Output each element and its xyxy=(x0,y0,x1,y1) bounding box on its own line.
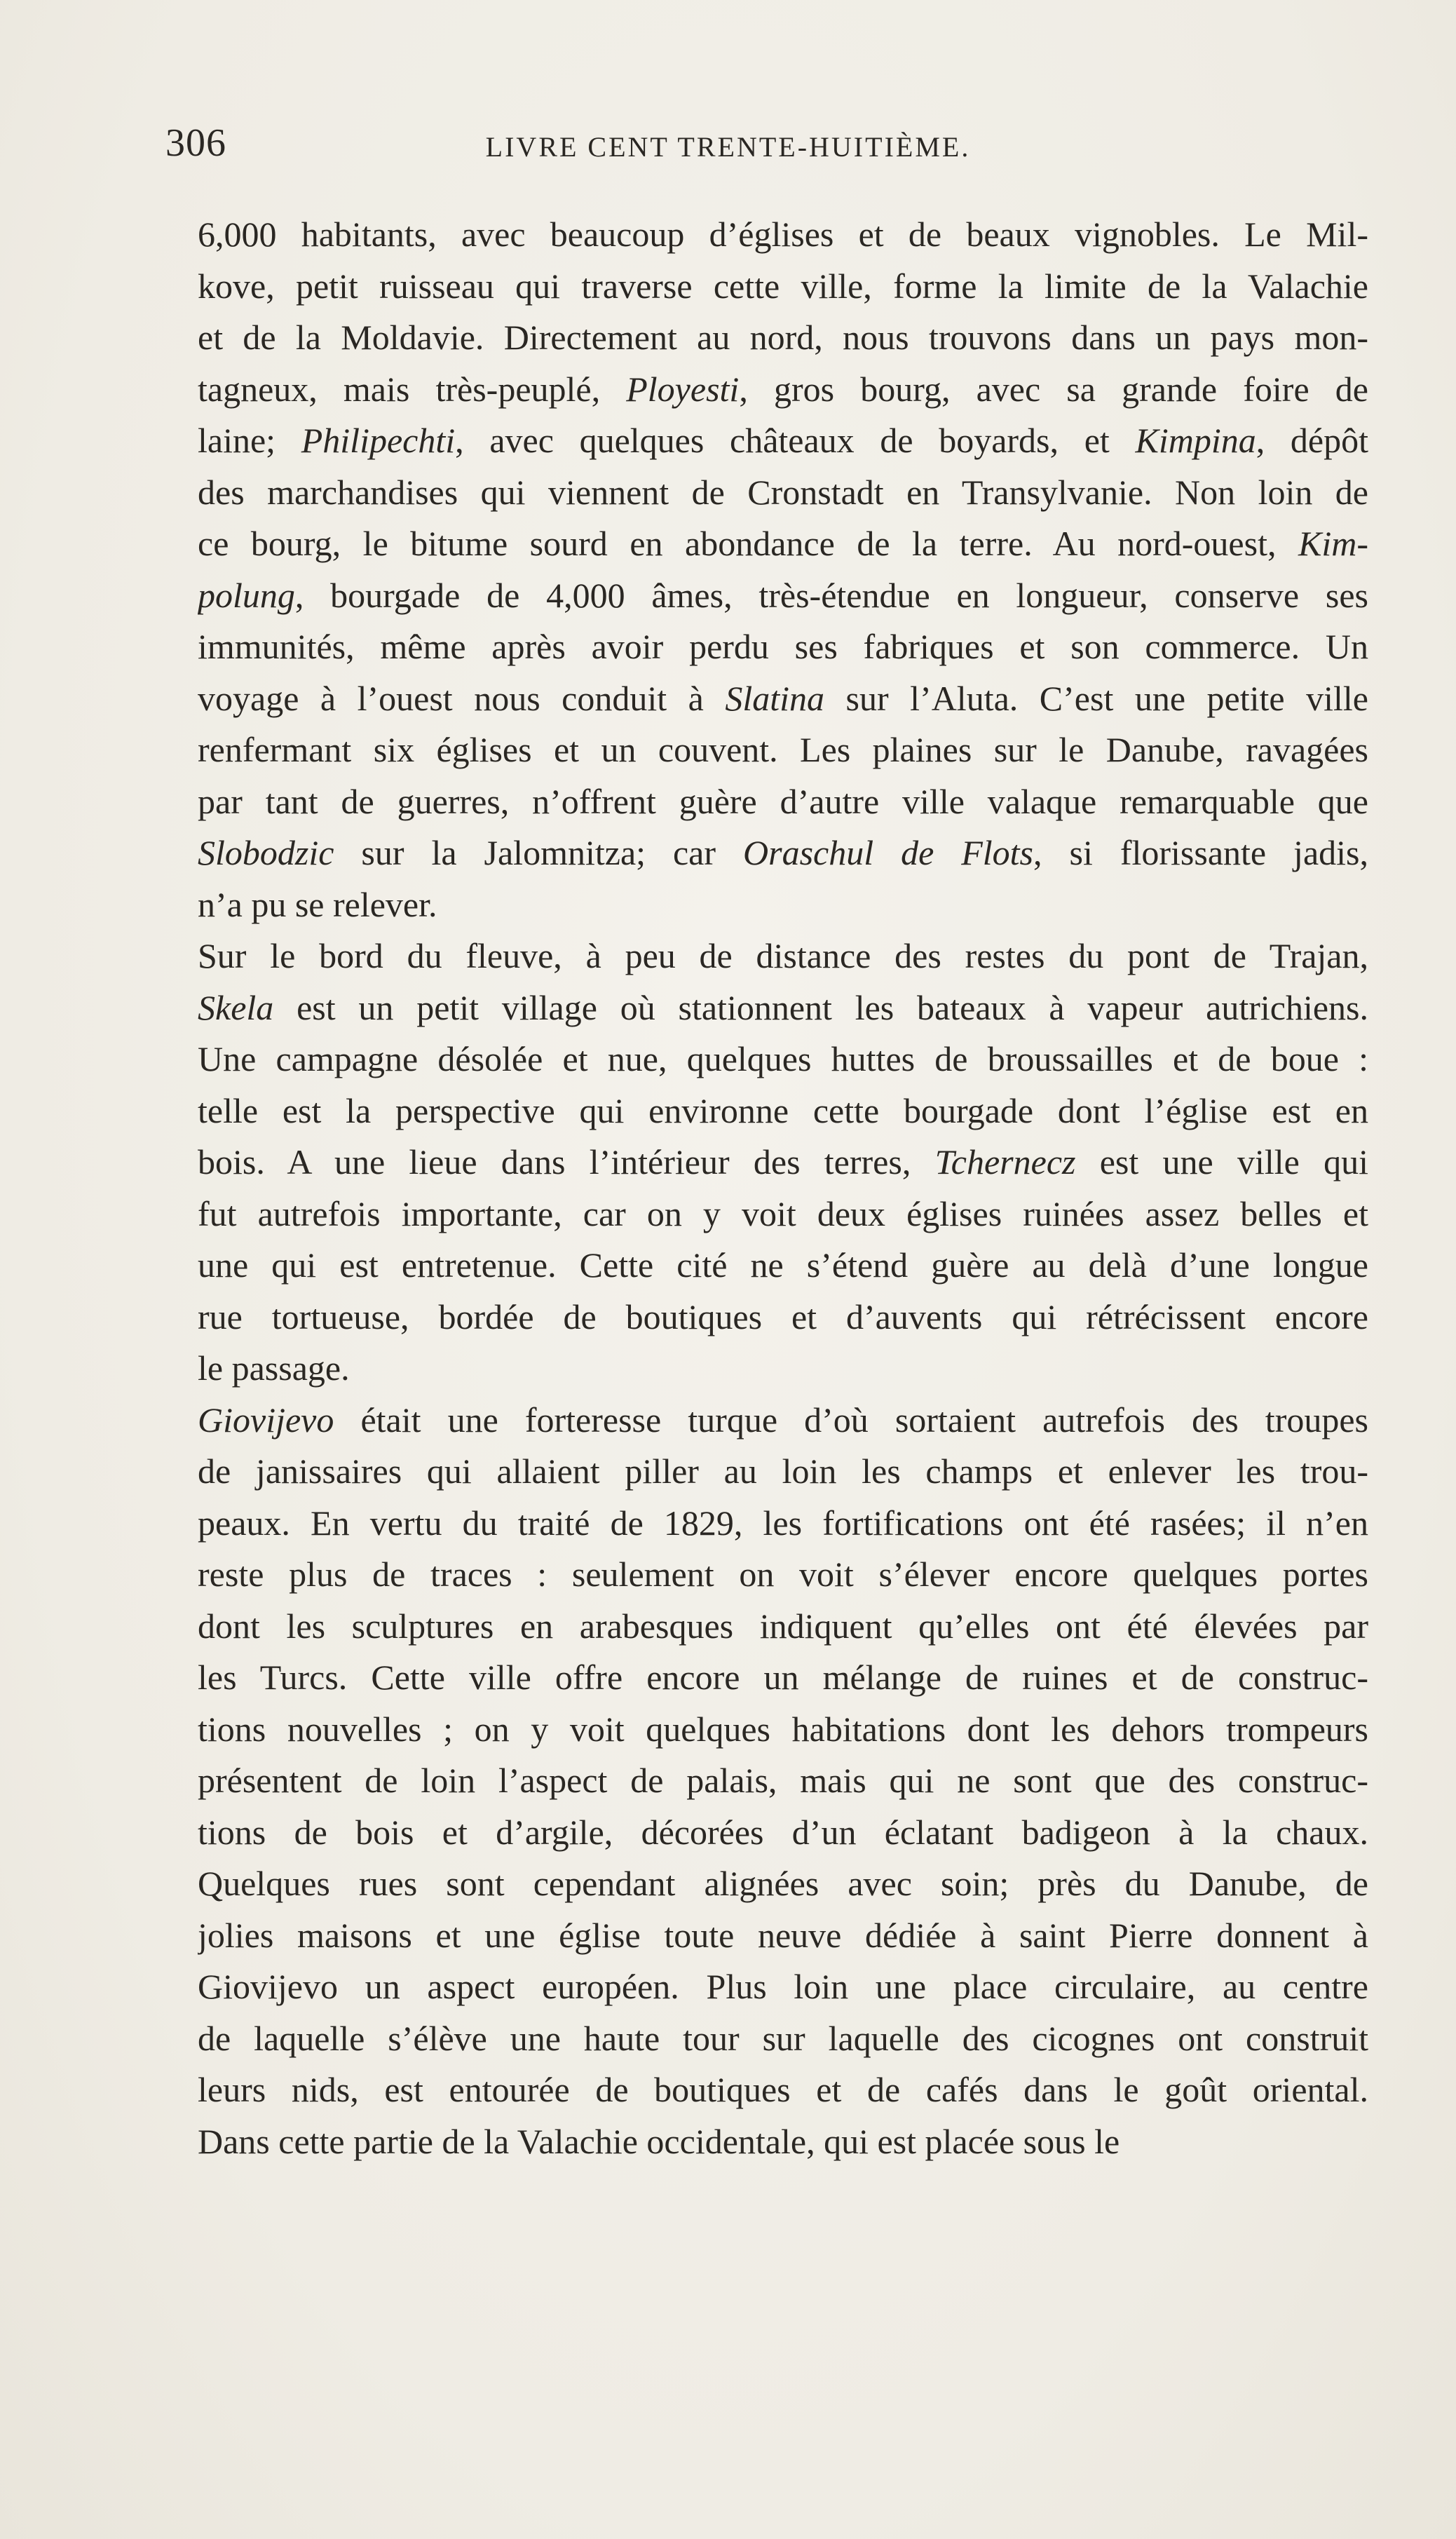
text-run: tions de bois et d’argile, décorées d’un éclatant badigeon à la chaux. xyxy=(198,1812,1368,1852)
text-line xyxy=(198,2064,1368,2116)
text-line xyxy=(198,673,1368,725)
text-run: Dans cette partie de la Valachie occidentale, qui est placée sous le xyxy=(198,2121,1120,2161)
italic-place-name: Slatina xyxy=(725,678,825,718)
text-run: présentent de loin l’aspect de palais, mais qui ne sont que des construc- xyxy=(198,1761,1368,1800)
text-line xyxy=(198,776,1368,828)
italic-place-name: Philipechti xyxy=(301,421,456,460)
text-line xyxy=(198,930,1368,982)
text-line xyxy=(198,2116,1368,2168)
italic-place-name: Tchernecz xyxy=(934,1142,1076,1182)
text-line xyxy=(198,467,1368,519)
text-run: bois. A une lieue dans l’intérieur des terres, xyxy=(198,1142,935,1182)
text-line xyxy=(198,1292,1368,1343)
text-run: les Turcs. Cette ville offre encore un mélange de ruines et de construc- xyxy=(198,1658,1368,1697)
text-line xyxy=(198,1961,1368,2013)
text-line xyxy=(198,621,1368,673)
text-line xyxy=(198,827,1368,879)
text-line xyxy=(198,1343,1368,1395)
italic-place-name: Slobodzic xyxy=(198,833,334,872)
text-line xyxy=(198,1807,1368,1859)
text-run: , gros bourg, avec sa grande foire de xyxy=(739,369,1368,409)
text-run: sur la Jalomnitza; car xyxy=(334,833,743,872)
text-line xyxy=(198,518,1368,570)
text-line xyxy=(198,312,1368,364)
text-line xyxy=(198,1910,1368,1962)
text-run: kove, petit ruisseau qui traverse cette ville, forme la limite de la Valachie xyxy=(198,266,1368,306)
body-text xyxy=(198,209,1368,2167)
text-run: , dépôt xyxy=(1256,421,1368,460)
text-line xyxy=(198,364,1368,416)
text-run: ce bourg, le bitume sourd en abondance de la terre. Au nord-ouest, xyxy=(198,524,1298,563)
text-run: est une ville qui xyxy=(1075,1142,1368,1182)
text-run: tions nouvelles ; on y voit quelques habitations dont les dehors trompeurs xyxy=(198,1709,1368,1749)
text-run: reste plus de traces : seulement on voit s’élever encore quelques portes xyxy=(198,1555,1368,1594)
text-run: de janissaires qui allaient piller au loin les champs et enlever les trou- xyxy=(198,1451,1368,1491)
text-run: sur l’Aluta. C’est une petite ville xyxy=(824,678,1368,718)
text-line xyxy=(198,261,1368,313)
text-line xyxy=(198,1704,1368,1756)
text-run: Quelques rues sont cependant alignées avec soin; près du Danube, de xyxy=(198,1864,1368,1903)
italic-place-name: Kim- xyxy=(1298,524,1368,563)
text-run: peaux. En vertu du traité de 1829, les fortifications ont été rasées; il n’en xyxy=(198,1503,1368,1543)
italic-place-name: polung xyxy=(198,575,295,615)
italic-place-name: Oraschul de Flots xyxy=(743,833,1034,872)
text-line xyxy=(198,1137,1368,1189)
text-run: jolies maisons et une église toute neuve dédiée à saint Pierre donnent à xyxy=(198,1915,1368,1955)
text-line xyxy=(198,1549,1368,1601)
text-run: , avec quelques châteaux de boyards, et xyxy=(455,421,1136,460)
text-run: Une campagne désolée et nue, quelques huttes de broussailles et de boue : xyxy=(198,1039,1368,1078)
text-line xyxy=(198,1085,1368,1137)
text-run: renfermant six églises et un couvent. Les plaines sur le Danube, ravagées xyxy=(198,730,1368,769)
text-run: immunités, même après avoir perdu ses fabriques et son commerce. Un xyxy=(198,627,1368,666)
text-line xyxy=(198,1498,1368,1550)
page-number: 306 xyxy=(165,121,226,165)
text-line xyxy=(198,209,1368,261)
text-run: 6,000 habitants, avec beaucoup d’églises et de beaux vignobles. Le Mil- xyxy=(198,215,1368,254)
text-run: Giovijevo un aspect européen. Plus loin une place circulaire, au centre xyxy=(198,1967,1368,2006)
text-run: est un petit village où stationnent les bateaux à vapeur autrichiens. xyxy=(273,987,1368,1027)
text-line xyxy=(198,879,1368,931)
italic-place-name: Skela xyxy=(198,987,274,1027)
text-run: dont les sculptures en arabesques indiquent qu’elles ont été élevées par xyxy=(198,1606,1368,1646)
text-line xyxy=(198,1240,1368,1292)
text-run: de laquelle s’élève une haute tour sur laquelle des cicognes ont construit xyxy=(198,2018,1368,2058)
text-run: Sur le bord du fleuve, à peu de distance des restes du pont de Trajan, xyxy=(198,936,1368,975)
text-run: , si florissante jadis, xyxy=(1033,833,1368,872)
text-run: une qui est entretenue. Cette cité ne s’étend guère au delà d’une longue xyxy=(198,1245,1368,1285)
text-run: par tant de guerres, n’offrent guère d’autre ville valaque remarquable que xyxy=(198,781,1368,821)
text-line xyxy=(198,1446,1368,1498)
page-header xyxy=(0,121,1456,177)
text-run: et de la Moldavie. Directement au nord, nous trouvons dans un pays mon- xyxy=(198,318,1368,357)
text-line xyxy=(198,982,1368,1034)
text-run: voyage à l’ouest nous conduit à xyxy=(198,678,726,718)
italic-place-name: Giovijevo xyxy=(198,1400,334,1440)
text-line xyxy=(198,1858,1368,1910)
text-run: le passage. xyxy=(198,1348,350,1388)
text-line xyxy=(198,570,1368,622)
text-line xyxy=(198,1755,1368,1807)
italic-place-name: Ployesti xyxy=(626,369,740,409)
text-line xyxy=(198,724,1368,776)
text-run: était une forteresse turque d’où sortaient autrefois des troupes xyxy=(334,1400,1368,1440)
text-run: tagneux, mais très-peuplé, xyxy=(198,369,627,409)
text-run: fut autrefois importante, car on y voit deux églises ruinées assez belles et xyxy=(198,1193,1368,1233)
text-line xyxy=(198,415,1368,467)
text-run: laine; xyxy=(198,421,301,460)
text-run: telle est la perspective qui environne cette bourgade dont l’église est en xyxy=(198,1090,1368,1130)
italic-place-name: Kimpina xyxy=(1135,421,1256,460)
text-run: leurs nids, est entourée de boutiques et de cafés dans le goût oriental. xyxy=(198,2070,1368,2109)
text-line xyxy=(198,2013,1368,2065)
text-run: , bourgade de 4,000 âmes, très-étendue en longueur, conserve ses xyxy=(294,575,1368,615)
text-run: rue tortueuse, bordée de boutiques et d’auvents qui rétrécissent encore xyxy=(198,1296,1368,1336)
text-run: n’a pu se relever. xyxy=(198,884,437,924)
text-line xyxy=(198,1601,1368,1653)
running-title: LIVRE CENT TRENTE-HUITIÈME. xyxy=(485,131,971,163)
text-line xyxy=(198,1652,1368,1704)
text-run: des marchandises qui viennent de Cronstadt en Transylvanie. Non loin de xyxy=(198,472,1368,512)
text-line xyxy=(198,1034,1368,1085)
text-line xyxy=(198,1189,1368,1240)
text-line xyxy=(198,1395,1368,1447)
